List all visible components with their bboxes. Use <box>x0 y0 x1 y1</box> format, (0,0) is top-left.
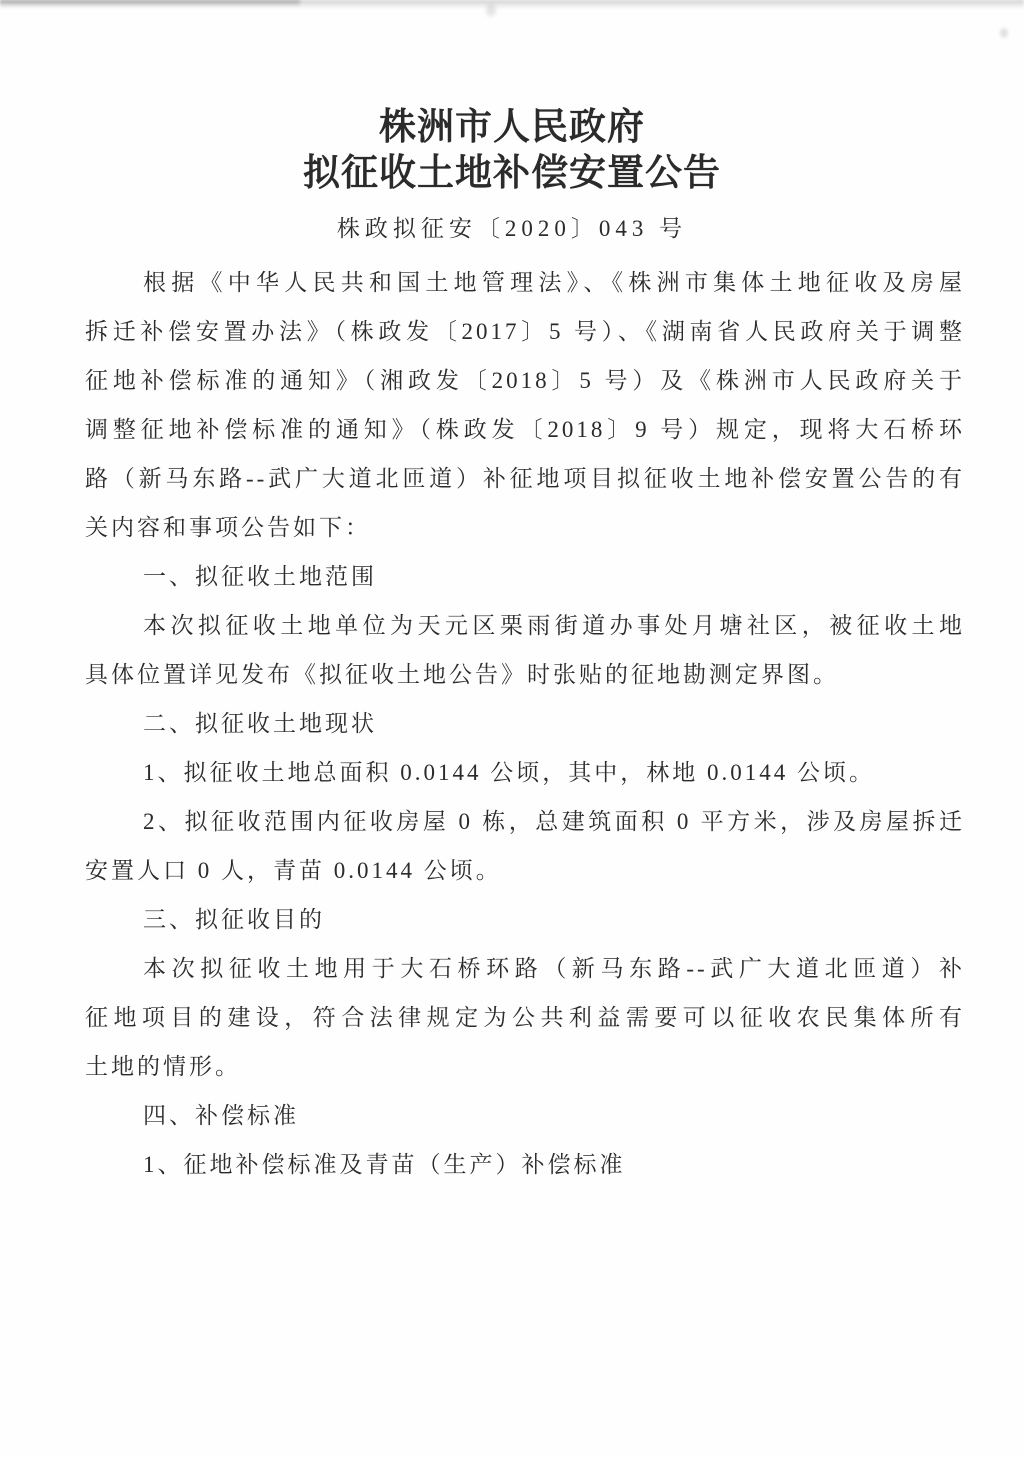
text-line: 征地补偿标准的通知》（湘政发〔2018〕5 号）及《株洲市人民政府关于 <box>85 368 965 393</box>
text-line: 本次拟征收土地用于大石桥环路（新马东路--武广大道北匝道）补 <box>143 956 965 981</box>
scan-artifact-center-mark <box>486 4 496 16</box>
text-line: 二、拟征收土地现状 <box>143 711 377 736</box>
text-line: 四、补偿标准 <box>143 1103 299 1128</box>
text-line: 征地项目的建设，符合法律规定为公共利益需要可以征收农民集体所有 <box>85 1005 965 1030</box>
text-line: 调整征地补偿标准的通知》（株政发〔2018〕9 号）规定，现将大石桥环 <box>85 417 965 442</box>
text-line: 本次拟征收土地单位为天元区栗雨街道办事处月塘社区，被征收土地 <box>143 613 965 638</box>
text-line: 1、征地补偿标准及青苗（生产）补偿标准 <box>143 1152 626 1177</box>
text-line: 2、拟征收范围内征收房屋 0 栋，总建筑面积 0 平方米，涉及房屋拆迁 <box>143 809 965 834</box>
scan-artifact-right-mark <box>1000 28 1008 38</box>
document-title-line1: 株洲市人民政府 <box>379 107 645 148</box>
text-line: 安置人口 0 人，青苗 0.0144 公顷。 <box>85 858 502 883</box>
document-number: 株政拟征安〔2020〕043 号 <box>336 216 688 241</box>
text-line: 一、拟征收土地范围 <box>143 564 377 589</box>
text-line: 关内容和事项公告如下： <box>85 515 371 540</box>
text-line: 拆迁补偿安置办法》（株政发〔2017〕5 号）、《湖南省人民政府关于调整 <box>85 319 965 344</box>
text-line: 土地的情形。 <box>85 1054 241 1079</box>
document-body <box>85 258 965 1189</box>
text-line: 三、拟征收目的 <box>143 907 325 932</box>
text-line: 路（新马东路--武广大道北匝道）补征地项目拟征收土地补偿安置公告的有 <box>85 466 965 491</box>
text-line: 根据《中华人民共和国土地管理法》、《株洲市集体土地征收及房屋 <box>143 270 965 295</box>
text-line: 1、拟征收土地总面积 0.0144 公顷，其中，林地 0.0144 公顷。 <box>143 760 875 785</box>
text-line: 具体位置详见发布《拟征收土地公告》时张贴的征地勘测定界图。 <box>85 662 839 687</box>
scan-artifact-top-left <box>0 0 300 6</box>
document-title-line2: 拟征收土地补偿安置公告 <box>303 153 721 194</box>
